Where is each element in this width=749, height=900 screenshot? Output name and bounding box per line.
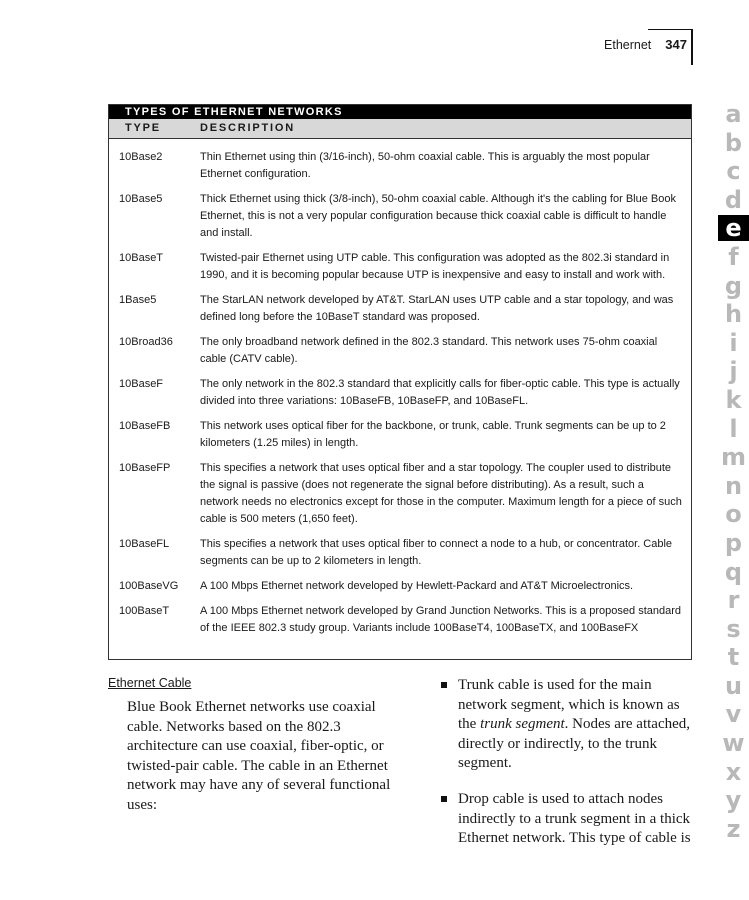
header-title: Ethernet — [604, 38, 652, 52]
thumb-tab-g: g — [724, 271, 743, 300]
row-type: 10BaseF — [119, 378, 164, 390]
row-type: 10BaseFP — [119, 462, 171, 474]
table-row — [109, 460, 691, 528]
row-description: This specifies a network that uses optical fiber to connect a node to a hub, or concentrator. Cable segments can be up to 2 kilometers in length. — [200, 538, 673, 567]
thumb-tab-d: d — [724, 185, 743, 214]
body-columns — [108, 676, 692, 865]
bullet-square-icon — [441, 682, 447, 688]
bullet-square-icon — [441, 796, 447, 802]
section-heading: Ethernet Cable — [108, 676, 192, 690]
bullet-text-pre: Drop cable is used to attach nodes indirectly to a trunk segment in a thick Ethernet network. This type of cable is — [458, 790, 691, 847]
thumb-tab-t: t — [727, 643, 740, 672]
table-row — [109, 603, 691, 637]
thumb-tab-m: m — [720, 443, 746, 472]
row-description: This specifies a network that uses optical fiber and a star topology. The coupler used to distribute the signal is passive (does not regenerate the signal before distributing). As a result, such a network needs no electronics except for those in the computer. Maximum length for a piece of such cable is 500 meters (1,650 feet). — [200, 462, 682, 525]
thumb-tab-r: r — [727, 586, 740, 615]
main-content — [108, 104, 692, 865]
row-type: 100BaseVG — [119, 580, 179, 592]
table-header — [109, 119, 691, 139]
table-row — [109, 536, 691, 570]
bullet-list — [441, 676, 692, 865]
thumb-tab-u: u — [724, 671, 743, 700]
bullet-text-pre: Trunk cable is used for the main network segment, which is known as the — [458, 677, 680, 733]
row-description: Thin Ethernet using thin (3/16-inch), 50-ohm coaxial cable. This is arguably the most popular Ethernet configuration. — [200, 151, 650, 180]
row-description: Twisted-pair Ethernet using UTP cable. This configuration was adopted as the 802.3i standard in 1990, and it is becoming popular because UTP is inexpensive and easy to install and work with. — [200, 252, 670, 281]
header-rule — [691, 29, 693, 65]
row-type: 10BaseFB — [119, 420, 171, 432]
column-header-type: TYPE — [125, 122, 161, 134]
table-title: TYPES OF ETHERNET NETWORKS — [109, 105, 691, 119]
row-type: 10BaseFL — [119, 538, 170, 550]
row-type: 10Base2 — [119, 151, 163, 163]
thumb-tab-j: j — [729, 357, 738, 386]
table-row — [109, 292, 691, 326]
row-type: 1Base5 — [119, 294, 157, 306]
row-type: 10Broad36 — [119, 336, 173, 348]
row-description: The only network in the 802.3 standard that explicitly calls for fiber-optic cable. This type is actually divided into three variations: 10BaseFB, 10BaseFP, and 10BaseFL. — [200, 378, 680, 407]
running-header — [604, 37, 687, 52]
table-row — [109, 376, 691, 410]
row-description: Thick Ethernet using thick (3/8-inch), 50-ohm coaxial cable. Although it's the cabling for Blue Book Ethernet, this is not a very popular configuration because thick coaxial cable is difficult to handle and install. — [200, 193, 676, 239]
row-description: The StarLAN network developed by AT&T. StarLAN uses UTP cable and a star topology, and was defined long before the 10BaseT standard was proposed. — [200, 294, 674, 323]
row-description: A 100 Mbps Ethernet network developed by Grand Junction Networks. This is a proposed standard of the IEEE 802.3 study group. Variants include 100BaseT4, 100BaseTX, and 100BaseFX — [200, 605, 682, 634]
left-column — [108, 676, 408, 865]
thumb-tab-i: i — [729, 328, 738, 357]
thumb-tab-h: h — [724, 300, 743, 329]
thumb-tab-p: p — [724, 528, 743, 557]
table-row — [109, 149, 691, 183]
bullet-term: trunk segment — [480, 716, 565, 733]
thumb-tab-z: z — [726, 814, 741, 843]
table-row — [109, 578, 691, 595]
thumb-tab-l: l — [729, 414, 738, 443]
thumb-tab-o: o — [725, 500, 742, 529]
row-type: 10BaseT — [119, 252, 164, 264]
thumb-tab-c: c — [726, 157, 741, 186]
row-type: 10Base5 — [119, 193, 163, 205]
thumb-tab-f: f — [728, 242, 739, 271]
ethernet-types-table — [108, 104, 692, 660]
thumb-tab-w: w — [722, 729, 745, 758]
thumb-index — [718, 100, 749, 843]
table-row — [109, 334, 691, 368]
thumb-tab-n: n — [724, 471, 743, 500]
thumb-tab-y: y — [725, 786, 742, 815]
table-row — [109, 191, 691, 242]
bullet-item — [441, 676, 692, 774]
table-row — [109, 418, 691, 452]
thumb-tab-b: b — [724, 128, 743, 157]
thumb-tab-s: s — [726, 614, 741, 643]
row-description: The only broadband network defined in the 802.3 standard. This network uses 75-ohm coaxial cable (CATV cable). — [200, 336, 658, 365]
row-type: 100BaseT — [119, 605, 170, 617]
row-description: A 100 Mbps Ethernet network developed by Hewlett-Packard and AT&T Microelectronics. — [200, 580, 634, 592]
row-description: This network uses optical fiber for the backbone, or trunk, cable. Trunk segments can be up to 2 kilometers (1.25 miles) in length. — [200, 420, 666, 449]
bullet-item — [441, 790, 692, 849]
bullet-text — [458, 676, 692, 774]
page-number: 347 — [665, 37, 687, 52]
table-row — [109, 250, 691, 284]
thumb-tab-e: e — [718, 215, 749, 241]
header-rule-top — [648, 29, 693, 30]
bullet-text — [458, 790, 692, 849]
table-body — [109, 139, 691, 637]
body-paragraph: Blue Book Ethernet networks use coaxial cable. Networks based on the 802.3 architecture can use coaxial, fiber-optic, or twisted-pair cable. The cable in an Ethernet network may have any of several functional uses: — [127, 699, 391, 813]
bullet-text-post: . Nodes are attached, directly or indirectly, to the trunk segment. — [458, 716, 691, 772]
thumb-tab-x: x — [725, 757, 742, 786]
thumb-tab-a: a — [725, 100, 742, 128]
thumb-tab-k: k — [725, 385, 742, 414]
thumb-tab-v: v — [725, 700, 742, 729]
thumb-tab-q: q — [724, 557, 743, 586]
column-header-description: DESCRIPTION — [200, 122, 295, 134]
